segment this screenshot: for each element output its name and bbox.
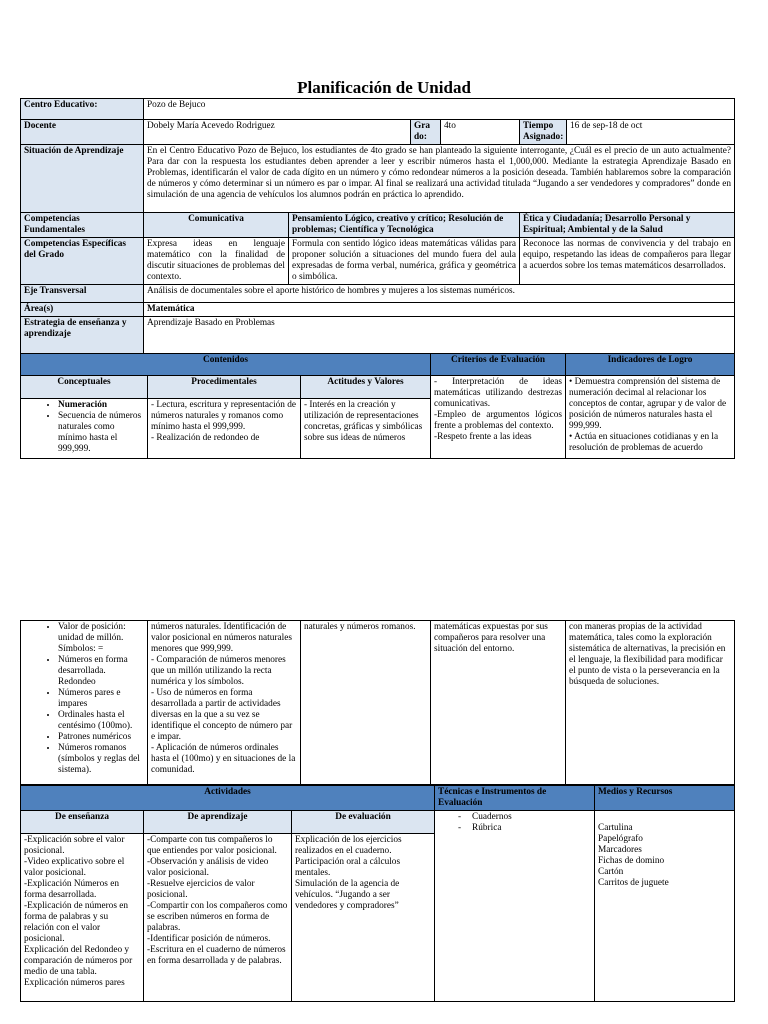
estrategia-value: Aprendizaje Basado en Problemas <box>144 317 735 355</box>
actividades-table <box>20 785 735 1002</box>
tiempo-label: Tiempo Asignado: <box>520 120 567 145</box>
list-item: Fichas de domino <box>598 856 665 866</box>
conceptuales-header: Conceptuales <box>21 376 148 399</box>
especifica-comunicativa: Expresa ideas en lenguaje matemático con la finalidad de discutir situaciones de problemas del contexto. <box>144 238 289 285</box>
grado-label: Gra do: <box>411 120 441 145</box>
especifica-etica: Reconoce las normas de convivencia y del trabajo en equipo, respetando las ideas de compañeros para llegar a acuerdos sobre los temas matemáticos desarrollados. <box>520 238 735 285</box>
docente-label: Docente <box>21 120 144 145</box>
ensenanza-header: De enseñanza <box>21 811 144 834</box>
competencia-comunicativa: Comunicativa <box>144 213 289 238</box>
tecnicas-cell <box>435 811 595 1002</box>
situacion-label: Situación de Aprendizaje <box>21 145 144 213</box>
indicadores-cell: con maneras propias de la actividad matemática, tales como la exploración sistemática de alternativas, la precisión en el lenguaje, la flexibilidad para modificar el punto de vista o la perseverancia en la búsqueda de soluciones. <box>566 621 735 785</box>
tiempo-value: 16 de sep-18 de oct <box>567 120 735 145</box>
list-item: • Números romanos (símbolos y reglas del sistema). <box>58 743 144 776</box>
list-item: • Secuencia de números naturales como mínimo hasta el 999,999. <box>58 411 144 455</box>
eje-label: Eje Transversal <box>21 285 144 303</box>
list-item: Marcadores <box>598 845 642 855</box>
actitudes-header: Actitudes y Valores <box>301 376 431 399</box>
competencias-fundamentales-label: Competencias Fundamentales <box>21 213 144 238</box>
list-item: • Valor de posición: unidad de millón. Símbolos: = <box>58 622 144 655</box>
docente-value: Dobely María Acevedo Rodriguez <box>144 120 411 145</box>
competencia-etica: Ética y Ciudadanía; Desarrollo Personal y Espiritual; Ambiental y de la Salud <box>520 213 735 238</box>
contenidos-continuation-table <box>20 620 735 785</box>
area-value: Matemática <box>144 303 735 317</box>
tecnicas-header: Técnicas e Instrumentos de Evaluación <box>435 786 595 811</box>
aprendizaje-header: De aprendizaje <box>144 811 292 834</box>
list-item: • Números pares e impares <box>58 688 144 710</box>
medios-header: Medios y Recursos <box>595 786 735 811</box>
list-item: • Números en forma desarrollada. Redondeo <box>58 655 144 688</box>
general-info-table <box>20 98 735 355</box>
list-item: • Numeración <box>58 400 144 411</box>
estrategia-label: Estrategia de enseñanza y aprendizaje <box>21 317 144 355</box>
grado-value: 4to <box>441 120 520 145</box>
eje-value: Análisis de documentales sobre el aporte histórico de hombres y mujeres a los sistemas numéricos. <box>144 285 735 303</box>
situacion-text: En el Centro Educativo Pozo de Bejuco, los estudiantes de 4to grado se han planteado la siguiente interrogante, ¿Cuál es el precio de un auto actualmente? Para dar con la respuesta los estudiantes deben aprender a leer y escribir números hasta el 1,000,000. Mediante la estrategia Aprendizaje Basado en Problemas, identificarán el valor de cada dígito en un número y cómo redondear números a la posición deseada. También hablaremos sobre la comparación de números y cómo determinar si un número es par o impar. Al final se realizará una actividad titulada “Jugando a ser vendedores y compradores” donde en simulación de una agencia de vehículos los alumnos podrán en práctica lo aprendido. <box>144 145 735 213</box>
procedimentales-cell: - Lectura, escritura y representación de números naturales y romanos como mínimo hasta el 999,999. - Realización de redondeo de <box>148 399 301 459</box>
page-title: Planificación de Unidad <box>297 78 471 97</box>
actividades-header: Actividades <box>21 786 435 811</box>
aprendizaje-cell: -Comparte con tus compañeros lo que entiendes por valor posicional. -Observación y análisis de video valor posicional. -Resuelve ejercicios de valor posicional. -Compartir con los compañeros como se escriben números en forma de palabras. -Identificar posición de números. -Escritura en el cuaderno de números en forma desarrollada y de palabras. <box>144 834 292 1002</box>
criterios-cell: matemáticas expuestas por sus compañeros para resolver una situación del entorno. <box>431 621 566 785</box>
competencia-pensamiento: Pensamiento Lógico, creativo y crítico; Resolución de problemas; Científica y Tecnológica <box>289 213 520 238</box>
procedimentales-header: Procedimentales <box>148 376 301 399</box>
conceptuales-cell <box>21 399 148 459</box>
list-item: • Patrones numéricos <box>58 732 144 743</box>
medios-cell <box>595 811 735 1002</box>
contenidos-header: Contenidos <box>21 354 431 376</box>
list-item: Cartón <box>598 867 624 877</box>
list-item: Papelógrafo <box>598 834 643 844</box>
competencias-especificas-label: Competencias Específicas del Grado <box>21 238 144 285</box>
list-item: - Cuadernos <box>472 812 591 823</box>
centro-value: Pozo de Bejuco <box>144 99 735 120</box>
criterios-cell: - Interpretación de ideas matemáticas utilizando destrezas comunicativas. -Empleo de argumentos lógicos frente a problemas del contexto. -Respeto frente a las ideas <box>431 376 566 459</box>
criterios-header: Criterios de Evaluación <box>431 354 566 376</box>
indicadores-header: Indicadores de Logro <box>566 354 735 376</box>
tecnicas-list <box>438 812 591 834</box>
actitudes-cell: - Interés en la creación y utilización de representaciones concretas, gráficas y simbólicas sobre sus ideas de números <box>301 399 431 459</box>
medios-list <box>598 812 731 889</box>
contenidos-table <box>20 353 735 459</box>
indicadores-cell: • Demuestra comprensión del sistema de numeración decimal al relacionar los conceptos de contar, agrupar y de valor de posición de números naturales hasta el 999,999. • Actúa en situaciones cotidianas y en la resolución de problemas de acuerdo <box>566 376 735 459</box>
list-item: Cartulina <box>598 823 633 833</box>
list-item: - Rúbrica <box>472 823 591 834</box>
conceptuales-list <box>24 622 144 776</box>
procedimentales-cell: números naturales. Identificación de valor posicional en números naturales menores que 999,999. - Comparación de números menores que un millón utilizando la recta numérica y los símbolos. - Uso de números en forma desarrollada a partir de actividades diversas en la que a su vez se identifique el concepto de número par e impar. - Aplicación de números ordinales hasta el (100mo) y en situaciones de la comunidad. <box>148 621 301 785</box>
especifica-pensamiento: Formula con sentido lógico ideas matemáticas válidas para proponer solución a situaciones del mundo fuera del aula expresadas de forma verbal, numérica, gráfica y geométrica o simbólica. <box>289 238 520 285</box>
list-item: • Ordinales hasta el centésimo (100mo). <box>58 710 144 732</box>
evaluacion-cell: Explicación de los ejercicios realizados en el cuaderno. Participación oral a cálculos mentales. Simulación de la agencia de vehículos. “Jugando a ser vendedores y compradores” <box>292 834 435 1002</box>
evaluacion-header: De evaluación <box>292 811 435 834</box>
list-item: Carritos de juguete <box>598 878 669 888</box>
centro-label: Centro Educativo: <box>21 99 144 120</box>
conceptuales-cell <box>21 621 148 785</box>
area-label: Área(s) <box>21 303 144 317</box>
actitudes-cell: naturales y números romanos. <box>301 621 431 785</box>
ensenanza-cell: -Explicación sobre el valor posicional. -Video explicativo sobre el valor posicional. -Explicación Números en forma desarrollada. -Explicación de números en forma de palabras y su relación con el valor posicional. Explicación del Redondeo y comparación de números por medio de una tabla. Explicación números pares <box>21 834 144 1002</box>
